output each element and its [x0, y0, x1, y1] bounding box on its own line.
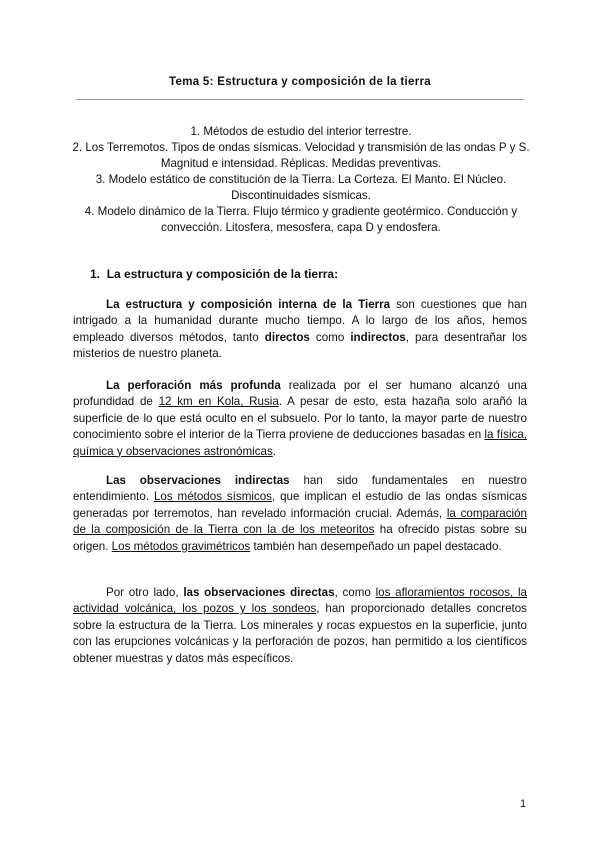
text: , para desentrañar los misterios de nuestro planeta. — [73, 330, 527, 361]
text: , que implican el estudio de las ondas sísmicas generadas por terremotos, han revelado información crucial. Además, — [73, 490, 527, 520]
text: Por otro lado, — [106, 586, 184, 599]
underlined-text: la comparación de la composición de la Tierra con la de los meteoritos — [73, 506, 528, 537]
text: , han proporcionado detalles concretos sobre la estructura de la Tierra. Los minerales y rocas expuestos en la superficie, junto con las erupciones volcánicas y la perforación de pozos, han permitido a los científicos obtener muestras y datos más específicos. — [73, 602, 527, 665]
table-of-contents — [72, 124, 530, 236]
bold-text: La perforación más profunda — [106, 379, 281, 392]
text: , como — [334, 586, 376, 599]
text: como — [309, 330, 351, 344]
text: . — [272, 444, 276, 458]
section-title: La estructura y composición de la tierra: — [106, 267, 339, 281]
text: realizada por el ser humano alcanzó una profundidad de — [73, 379, 527, 409]
underlined-text: 12 km en Kola, Rusia — [158, 395, 279, 409]
paragraph-1 — [73, 297, 527, 363]
text: han sido fundamentales en nuestro entendimiento. — [73, 474, 527, 504]
paragraph-4 — [73, 585, 527, 667]
underlined-text: la física, química y observaciones astronómicas — [73, 428, 528, 458]
section-number: 1. — [90, 267, 101, 281]
bold-text: las observaciones directas — [183, 586, 335, 599]
text: . A pesar de esto, esta hazaña solo arañó la superficie de lo que está oculto en el subsuelo. Por lo tanto, la mayor parte de nuestro conocimiento sobre el interior de la Tierra proviene de deducciones basadas en — [73, 395, 527, 442]
text: ha ofrecido pistas sobre su origen. — [73, 523, 527, 553]
paragraph-2 — [73, 378, 527, 460]
underlined-text: los afloramientos rocosos, la actividad volcánica, los pozos y los sondeos — [73, 586, 527, 616]
toc-item: 4. Modelo dinámico de la Tierra. Flujo térmico y gradiente geotérmico. Conducción y convección. Litosfera, mesosfera, capa D y endosfera. — [84, 205, 518, 234]
paragraph-3 — [73, 473, 527, 555]
text: son cuestiones que han intrigado a la humanidad durante mucho tiempo. A lo largo de los años, hemos empleado diversos métodos, tanto — [73, 298, 527, 344]
bold-text: directos — [264, 330, 310, 344]
bold-text: La estructura y composición interna de la Tierra — [106, 298, 391, 311]
toc-item: 3. Modelo estático de constitución de la Tierra. La Corteza. El Manto. El Núcleo. Discontinuidades sísmicas. — [95, 173, 507, 202]
section-heading — [90, 267, 338, 281]
bold-text: indirectos — [350, 330, 406, 344]
toc-item: 2. Los Terremotos. Tipos de ondas sísmicas. Velocidad y transmisión de las ondas P y S. Magnitud e intensidad. Réplicas. Medidas preventivas. — [72, 141, 530, 170]
bold-text: Las observaciones indirectas — [106, 474, 290, 487]
toc-item: 1. Métodos de estudio del interior terrestre. — [190, 125, 412, 138]
document-title: Tema 5: Estructura y composición de la tierra — [169, 76, 431, 88]
page-number: 1 — [520, 798, 527, 810]
underlined-text: Los métodos sísmicos — [153, 490, 272, 504]
title-divider — [76, 99, 524, 100]
underlined-text: Los métodos gravimétricos — [111, 539, 251, 553]
text: también han desempeñado un papel destacado. — [250, 539, 502, 553]
